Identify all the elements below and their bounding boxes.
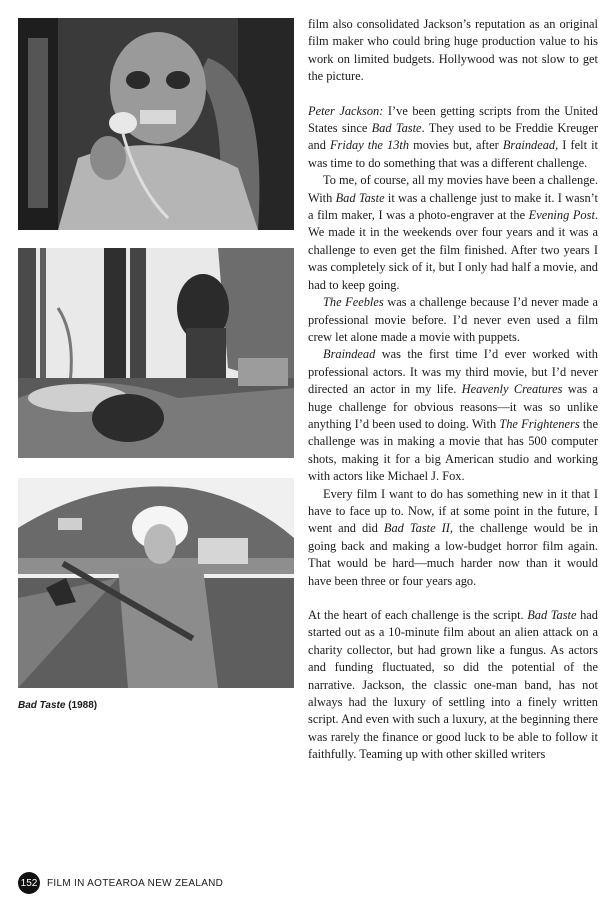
text-run: . We made it in the weekends over four years and it was a challenge to even get the film finished. After two years I was completely sick of it, but I only had half a movie, and had to keep going. [308,208,598,292]
text-run: I’ve been getting scripts from the United States since [308,103,598,136]
caption-year: (1988) [68,700,98,711]
italic-run: Bad Taste [527,608,577,622]
text-run: had started out as a 10-minute film about an alien attack on a charity collector, but had grown like a fungus. As actors and funding fluctuated, so did the potential of the narrative. Jackson, the classic one-man band, has not always had the luxury of settling into a finely written script. And even with such a luxury, at the beginning there was rarely the finance or good luck to be able to follow it faithfully. Teaming up with other skilled writers [308,608,598,762]
film-still-bush-attack [18,248,294,458]
text-run: . They used to be Freddie Kreuger and [308,121,598,153]
page-number: 152 [18,872,40,894]
paragraph [308,103,598,173]
film-still-alien-telephone [18,18,294,230]
paragraph [308,294,598,346]
italic-run: Braindead [323,347,376,362]
paragraph [308,346,598,485]
paragraph [308,16,598,86]
text-run: , the challenge would be in going back and making a low-budget horror film again. That would be hard—much harder now than it would have been three or four years ago. [308,521,599,588]
italic-run: Friday the 13th [329,138,410,153]
text-run: was the first time I’d ever worked with professional actors. It was my third movie, but I’d never directed an actor in my life. [308,347,598,397]
paragraph [308,607,598,764]
italic-run: Braindead [502,138,556,153]
film-still-bad-taste-axe [18,478,294,688]
text-run: movies but, after [409,138,503,153]
italic-run: The Frighteners [499,416,580,431]
paragraph [308,172,598,294]
italic-run: The Feebles [323,295,384,310]
text-run: At the heart of each challenge is the script. [308,608,528,622]
page-footer [18,872,223,894]
photo-caption [18,700,97,711]
text-run: Every film I want to do has something new in it that I have to face up to. Now, if at some point in the future, I went and did [308,486,598,536]
text-run: was a huge challenge for obvious reasons—it was so unlike anything I’d been used to doing. With [308,382,598,431]
italic-run: Bad Taste II [383,521,450,536]
caption-title: Bad Taste [18,700,66,711]
running-head: FILM IN AOTEAROA NEW ZEALAND [47,877,224,889]
italic-run: Heavenly Creatures [461,382,563,397]
italic-run: Bad Taste [335,190,385,205]
text-run: the challenge was in making a movie that has 500 computer shots, making it for a big American studio and working with actors like Michael J. Fox. [308,416,598,484]
italic-run: Evening Post [528,208,595,223]
italic-run: Peter Jackson: [308,103,384,118]
italic-run: Bad Taste [371,121,422,136]
text-run: , I felt it was time to do something that was a different challenge. [308,138,598,170]
body-text-column [308,16,598,764]
text-run: film also consolidated Jackson’s reputation as an original film maker who could bring huge production value to his work on limited budgets. Hollywood was not slow to get the picture. [308,17,598,84]
text-run: was a challenge because I’d never made a professional movie before. I’d never even used a film crew let alone made a movie with puppets. [308,295,598,344]
paragraph [308,486,598,590]
text-run: it was a challenge just to make it. I wasn’t a film maker, I was a photo-engraver at the [308,190,598,223]
text-run: To me, of course, all my movies have been a challenge. With [308,173,598,205]
